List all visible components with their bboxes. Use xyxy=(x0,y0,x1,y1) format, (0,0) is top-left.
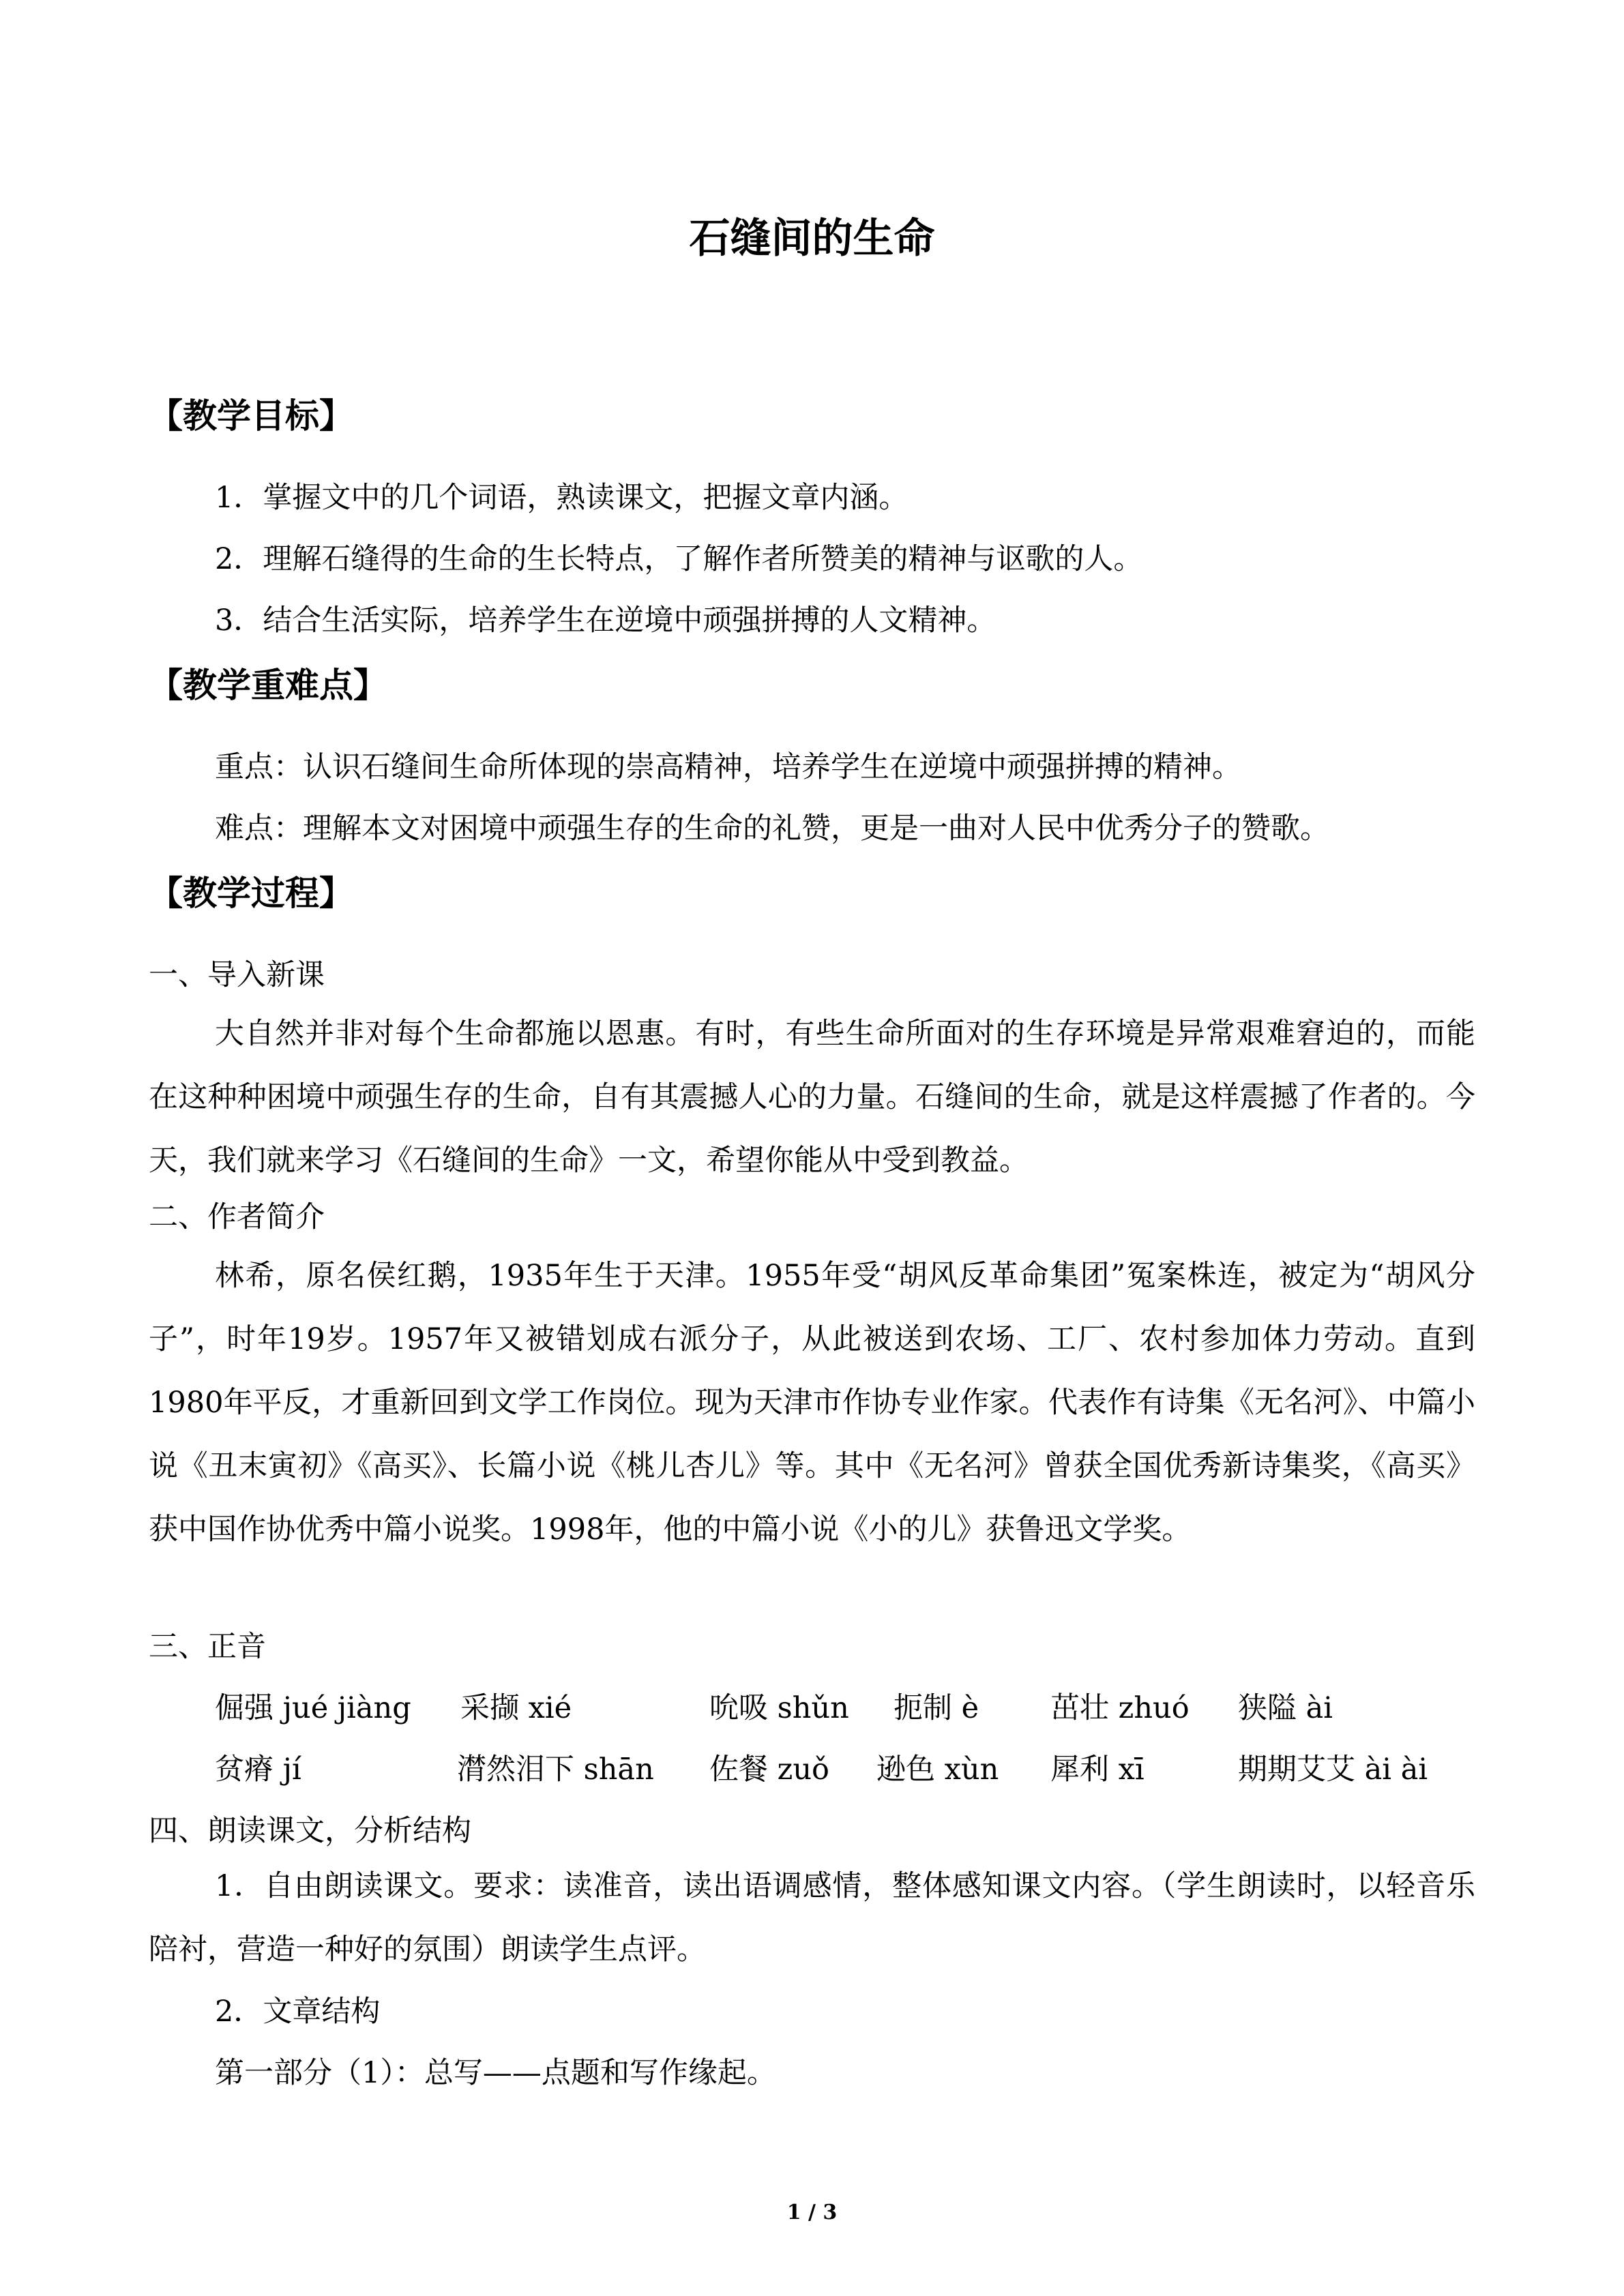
section-pronunciation-title: 三、正音 xyxy=(149,1630,266,1664)
pronunciation-item: 贫瘠 jí xyxy=(215,1753,301,1787)
pronunciation-item: 潸然泪下 shān xyxy=(457,1753,654,1787)
pronunciation-item: 茁壮 zhuó xyxy=(1050,1691,1190,1725)
section-author-text: 林希，原名侯红鹅，1935年生于天津。1955年受“胡风反革命集团”冤案株连，被定为“胡风分子”，时年19岁。1957年又被错划成右派分子，从此被送到农场、工厂、农村参加体力劳动。直到1980年平反，才重新回到文学工作岗位。现为天津市作协专业作家。代表作有诗集《无名河》、中篇小说《丑末寅初》《高买》、长篇小说《桃儿杏儿》等。其中《无名河》曾获全国优秀新诗集奖，《高买》获中国作协优秀中篇小说奖。1998年，他的中篇小说《小的儿》获鲁迅文学奖。 xyxy=(149,1259,1475,1547)
pronunciation-item: 逊色 xùn xyxy=(876,1753,999,1787)
goal-item-3: 3．结合生活实际，培养学生在逆境中顽强拼搏的人文精神。 xyxy=(215,603,996,638)
pronunciation-item: 犀利 xī xyxy=(1050,1753,1145,1787)
pronunciation-item: 吮吸 shǔn xyxy=(709,1691,849,1725)
page-number: 1 / 3 xyxy=(786,2201,838,2224)
section-intro-text: 大自然并非对每个生命都施以恩惠。有时，有些生命所面对的生存环境是异常艰难窘迫的，而能在这种种困境中顽强生存的生命，自有其震撼人心的力量。石缝间的生命，就是这样震撼了作者的。今天，我们就来学习《石缝间的生命》一文，希望你能从中受到教益。 xyxy=(149,1017,1475,1178)
heading-teaching-goals: 【教学目标】 xyxy=(149,396,353,436)
section-author-title: 二、作者简介 xyxy=(149,1200,325,1234)
section-intro-title: 一、导入新课 xyxy=(149,958,325,992)
heading-key-points: 【教学重难点】 xyxy=(149,665,387,705)
structure-part-1: 第一部分（1）：总写——点题和写作缘起。 xyxy=(215,2056,776,2090)
key-point-focus: 重点：认识石缝间生命所体现的崇高精神，培养学生在逆境中顽强拼搏的精神。 xyxy=(215,750,1241,784)
key-point-difficulty: 难点：理解本文对困境中顽强生存的生命的礼赞，更是一曲对人民中优秀分子的赞歌。 xyxy=(215,811,1329,846)
goal-item-2: 2．理解石缝得的生命的生长特点，了解作者所赞美的精神与讴歌的人。 xyxy=(215,542,1143,576)
goal-item-1: 1．掌握文中的几个词语，熟读课文，把握文章内涵。 xyxy=(215,481,909,515)
pronunciation-item: 采撷 xié xyxy=(460,1691,572,1725)
reading-item-2: 2．文章结构 xyxy=(215,1995,381,2029)
pronunciation-item: 期期艾艾 ài ài xyxy=(1238,1753,1428,1787)
reading-item-1: 1．自由朗读课文。要求：读准音，读出语调感情，整体感知课文内容。（学生朗读时，以轻音乐陪衬，营造一种好的氛围）朗读学生点评。 xyxy=(149,1869,1475,1967)
pronunciation-item: 扼制 è xyxy=(894,1691,979,1725)
pronunciation-item: 佐餐 zuǒ xyxy=(709,1753,829,1787)
document-title: 石缝间的生命 xyxy=(689,215,935,263)
section-reading-title: 四、朗读课文，分析结构 xyxy=(149,1814,471,1848)
pronunciation-item: 狭隘 ài xyxy=(1238,1691,1333,1725)
pronunciation-item: 倔强 jué jiàng xyxy=(215,1691,411,1725)
heading-teaching-process: 【教学过程】 xyxy=(149,873,353,913)
